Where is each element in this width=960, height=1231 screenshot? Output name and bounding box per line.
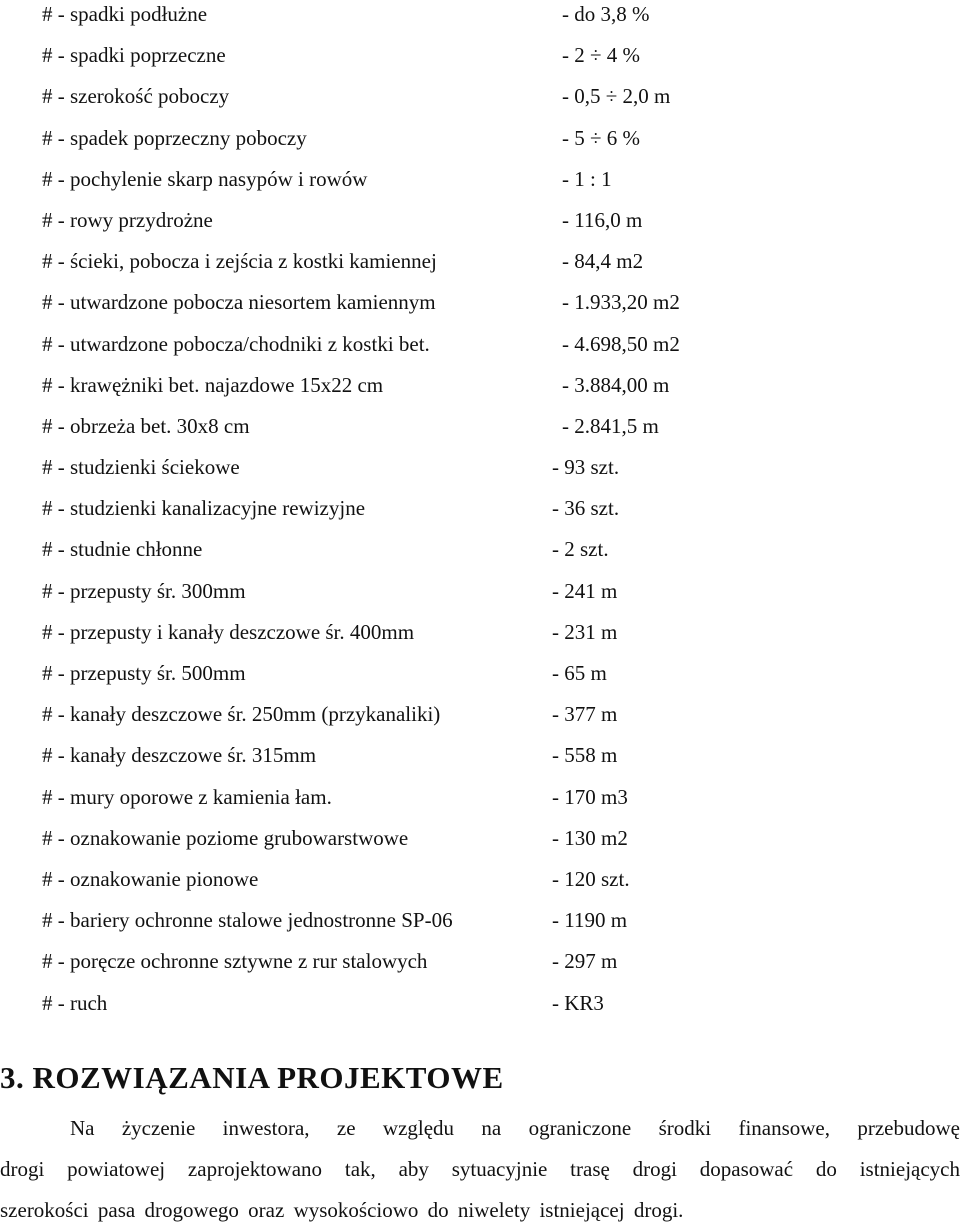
parameter-row — [42, 241, 942, 282]
parameter-value: - 2.841,5 m — [562, 413, 659, 438]
parameter-value: - 377 m — [552, 702, 618, 727]
parameter-label: # - przepusty śr. 500mm — [42, 661, 246, 685]
parameter-label: # - krawężniki bet. najazdowe 15x22 cm — [42, 372, 384, 397]
parameter-label: # - studnie chłonne — [42, 537, 203, 562]
parameter-label: # - utwardzone pobocza/chodniki z kostki bet. — [42, 331, 430, 356]
parameter-row — [42, 365, 942, 406]
road-parameters-list — [42, 0, 942, 1024]
parameter-label: # - pochylenie skarp nasypów i rowów — [42, 166, 368, 191]
parameter-value: - 241 m — [552, 578, 618, 603]
parameter-label: # - przepusty śr. 300mm — [42, 578, 246, 603]
parameter-label: # - obrzeża bet. 30x8 cm — [42, 413, 250, 438]
parameter-label: # - rowy przydrożne — [42, 207, 213, 232]
parameter-value: - 93 szt. — [552, 455, 620, 480]
parameter-value: - KR3 — [552, 990, 604, 1015]
parameter-value: - do 3,8 % — [562, 2, 650, 26]
parameter-value: - 4.698,50 m2 — [562, 331, 680, 356]
parameter-value: - 297 m — [552, 949, 618, 974]
parameter-label: # - spadki poprzeczne — [42, 43, 226, 68]
section-heading: 3. ROZWIĄZANIA PROJEKTOWE — [0, 1060, 504, 1095]
parameter-label: # - przepusty i kanały deszczowe śr. 400mm — [42, 619, 415, 644]
parameter-label: # - poręcze ochronne sztywne z rur stalowych — [42, 949, 428, 974]
section-paragraph — [0, 1108, 960, 1231]
parameter-value: - 120 szt. — [552, 866, 630, 891]
parameter-row — [42, 282, 942, 323]
parameter-value: - 130 m2 — [552, 825, 628, 850]
parameter-row — [42, 694, 942, 735]
parameter-label: # - utwardzone pobocza niesortem kamiennym — [42, 290, 436, 315]
parameter-label: # - spadek poprzeczny poboczy — [42, 125, 307, 150]
parameter-label: # - bariery ochronne stalowe jednostronne SP-06 — [42, 908, 453, 933]
parameter-row — [42, 76, 942, 117]
parameter-value: - 1.933,20 m2 — [562, 290, 680, 315]
parameter-row — [42, 200, 942, 241]
parameter-value: - 2 ÷ 4 % — [562, 43, 641, 68]
parameter-label: # - mury oporowe z kamienia łam. — [42, 784, 332, 809]
parameter-value: - 5 ÷ 6 % — [562, 125, 641, 150]
parameter-value: - 0,5 ÷ 2,0 m — [562, 84, 671, 109]
parameter-label: # - kanały deszczowe śr. 315mm — [42, 743, 317, 768]
parameter-row — [42, 777, 942, 818]
parameter-label: # - kanały deszczowe śr. 250mm (przykanaliki) — [42, 702, 441, 727]
parameter-row — [42, 941, 942, 982]
parameter-value: - 84,4 m2 — [562, 249, 644, 274]
parameter-label: # - szerokość poboczy — [42, 84, 230, 109]
parameter-value: - 36 szt. — [552, 496, 620, 521]
paragraph-line: Na życzenie inwestora, ze względu na ograniczone środki finansowe, przebudowę — [70, 1116, 960, 1140]
paragraph-line: drogi powiatowej zaprojektowano tak, aby sytuacyjnie trasę drogi dopasować do istniejących — [0, 1157, 960, 1181]
parameter-value: - 116,0 m — [562, 207, 643, 232]
parameter-row — [42, 35, 942, 76]
paragraph-line: szerokości pasa drogowego oraz wysokościowo do niwelety istniejącej drogi. — [0, 1198, 684, 1222]
parameter-row — [42, 735, 942, 776]
parameter-value: - 65 m — [552, 661, 607, 685]
parameter-label: # - oznakowanie poziome grubowarstwowe — [42, 825, 409, 850]
parameter-row — [42, 324, 942, 365]
parameter-row — [42, 159, 942, 200]
parameter-label: # - ścieki, pobocza i zejścia z kostki kamiennej — [42, 249, 437, 274]
parameter-row — [42, 406, 942, 447]
parameter-value: - 170 m3 — [552, 784, 628, 809]
parameter-row — [42, 0, 942, 35]
parameter-label: # - studzienki ściekowe — [42, 455, 240, 480]
parameter-row — [42, 612, 942, 653]
parameter-label: # - ruch — [42, 990, 108, 1015]
parameter-row — [42, 488, 942, 529]
parameter-row — [42, 118, 942, 159]
parameter-row — [42, 447, 942, 488]
parameter-value: - 558 m — [552, 743, 618, 768]
parameter-row — [42, 571, 942, 612]
parameter-row — [42, 653, 942, 694]
parameter-value: - 3.884,00 m — [562, 372, 670, 397]
parameter-label: # - spadki podłużne — [42, 2, 208, 26]
parameter-label: # - studzienki kanalizacyjne rewizyjne — [42, 496, 366, 521]
parameter-value: - 1 : 1 — [562, 166, 612, 191]
parameter-row — [42, 983, 942, 1024]
parameter-row — [42, 818, 942, 859]
parameter-value: - 2 szt. — [552, 537, 609, 562]
parameter-value: - 231 m — [552, 619, 618, 644]
parameter-label: # - oznakowanie pionowe — [42, 866, 259, 891]
parameter-row — [42, 900, 942, 941]
parameter-row — [42, 529, 942, 570]
parameter-value: - 1190 m — [552, 908, 628, 933]
parameter-row — [42, 859, 942, 900]
